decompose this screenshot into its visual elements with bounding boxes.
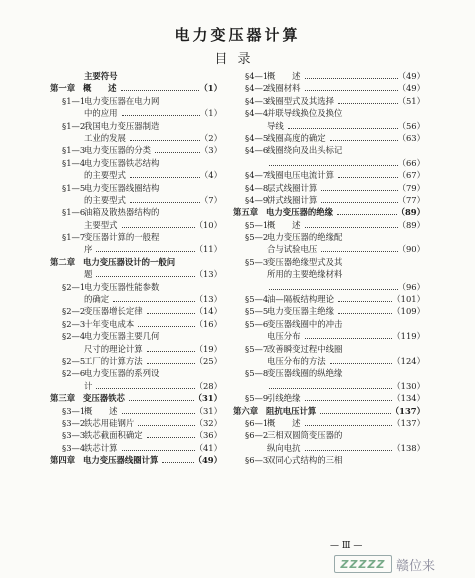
toc-entry-title: 计	[84, 380, 93, 391]
toc-entry-number: §4—2	[245, 83, 269, 94]
toc-entry-page: （49）	[193, 455, 222, 466]
toc-entry-page: （134）	[392, 393, 425, 404]
toc-entry-page: （1）	[199, 108, 222, 119]
toc-entry-number: §4—4	[245, 108, 269, 119]
toc-entry-title: 线圈绕向及出头标记	[267, 145, 343, 156]
toc-entry	[233, 330, 425, 342]
toc-entry	[50, 281, 222, 293]
toc-entry-page: （31）	[194, 405, 222, 416]
toc-entry	[233, 293, 425, 305]
toc-right-column	[233, 70, 425, 467]
toc-entry-number: §2—1	[62, 281, 86, 292]
toc-entry-number: §2—4	[62, 331, 86, 342]
toc-entry	[50, 380, 222, 392]
toc-entry-page: （63）	[397, 132, 425, 143]
toc-entry-title: 工厂的计算方法	[84, 355, 143, 366]
dot-leader	[130, 132, 200, 141]
toc-entry-number: §3—4	[62, 442, 86, 453]
page-number: — Ⅲ —	[330, 541, 363, 551]
watermark-logo: ZZZZZ	[334, 555, 392, 573]
dot-leader	[338, 169, 398, 178]
toc-entry	[233, 355, 425, 367]
toc-entry	[233, 169, 425, 181]
toc-entry-title: 变压器增长定律	[84, 306, 143, 317]
toc-entry-page: （90）	[397, 244, 425, 255]
toc-entry-number: §5—8	[245, 368, 269, 379]
dot-leader	[305, 417, 392, 426]
toc-entry-page: （49）	[397, 83, 425, 94]
toc-entry	[50, 120, 222, 132]
toc-entry	[233, 243, 425, 255]
toc-entry-number: §2—2	[62, 306, 86, 317]
toc-entry	[50, 429, 222, 441]
toc-entry-number: §5—5	[245, 306, 269, 317]
toc-entry	[50, 256, 222, 268]
toc-entry-title: 尺寸的理论计算	[84, 343, 143, 354]
toc-entry	[233, 182, 425, 194]
toc-entry	[233, 256, 425, 268]
toc-entry	[233, 405, 425, 417]
toc-entry-title: 电力变压器的系列设	[84, 368, 160, 379]
toc-entry	[233, 144, 425, 156]
dot-leader	[122, 219, 195, 228]
dot-leader	[305, 392, 392, 401]
toc-entry	[50, 454, 222, 466]
toc-entry-title: 电力变压器主绝缘	[267, 306, 334, 317]
toc-heading: 目录	[214, 52, 261, 67]
toc-entry-title: 改善瞬变过程中线圈	[267, 343, 343, 354]
dot-leader	[113, 293, 195, 302]
toc-entry	[50, 305, 222, 317]
toc-entry	[50, 70, 222, 82]
toc-entry-number: §3—2	[62, 417, 86, 428]
dot-leader	[305, 442, 392, 451]
toc-entry-page: （137）	[392, 417, 425, 428]
toc-entry-title: 变压器线圈的纵绝缘	[267, 368, 343, 379]
toc-entry-page: （89）	[396, 207, 425, 218]
toc-entry	[50, 367, 222, 379]
toc-entry-page: （11）	[194, 244, 222, 255]
toc-entry-title: 题	[84, 269, 93, 280]
toc-entry-page: （137）	[390, 405, 425, 416]
toc-entry	[233, 454, 425, 466]
toc-entry-page: （16）	[194, 318, 222, 329]
dot-leader	[269, 380, 392, 389]
toc-entry-page: （13）	[194, 269, 222, 280]
toc-entry-title: 电力变压器的绝缘配	[267, 232, 343, 243]
toc-entry-page: （10）	[194, 219, 222, 230]
toc-entry-number: §4—6	[245, 145, 269, 156]
toc-entry-number: §5—2	[245, 232, 269, 243]
toc-entry-page: （124）	[392, 355, 425, 366]
toc-entry-title: 序	[84, 244, 93, 255]
toc-entry-number: §1—2	[62, 120, 86, 131]
dot-leader	[138, 318, 195, 327]
toc-entry-page: （13）	[194, 294, 222, 305]
toc-entry-title: 电压分布	[267, 331, 301, 342]
toc-entry-page: （79）	[397, 182, 425, 193]
toc-entry-number: §1—6	[62, 207, 86, 218]
dot-leader	[96, 268, 195, 277]
dot-leader	[305, 219, 398, 228]
dot-leader	[330, 132, 398, 141]
dot-leader	[162, 454, 194, 463]
toc-entry	[233, 318, 425, 330]
toc-entry-title: 合与试验电压	[267, 244, 318, 255]
toc-entry	[233, 231, 425, 243]
dot-leader	[147, 305, 195, 314]
toc-entry-page: （28）	[194, 380, 222, 391]
toc-entry-title: 电力变压器的分类	[84, 145, 151, 156]
toc-entry-title: 概 述	[267, 71, 301, 81]
toc-entry-number: §5—7	[245, 343, 269, 354]
toc-entry-page: （89）	[397, 219, 425, 230]
toc-left-column	[50, 70, 222, 467]
toc-entry-number: §2—6	[62, 368, 86, 379]
toc-entry-page: （31）	[193, 393, 222, 404]
toc-entry-page: （19）	[194, 343, 222, 354]
toc-entry-page: （3）	[199, 145, 222, 156]
toc-entry	[50, 132, 222, 144]
toc-entry	[233, 95, 425, 107]
dot-leader	[321, 243, 398, 252]
toc-entry-title: 中的应用	[84, 108, 118, 119]
toc-entry-page: （77）	[397, 194, 425, 205]
toc-entry	[50, 392, 222, 404]
toc-entry-title: 电力变压器的绝缘	[266, 207, 333, 218]
toc-entry-page: （56）	[397, 120, 425, 131]
toc-entry-title: 电力变压器线圈结构	[84, 182, 160, 193]
toc-entry-number: 第四章	[50, 455, 76, 466]
toc-entry-title: 概 述	[267, 219, 301, 230]
toc-entry-number: §5—1	[245, 219, 269, 230]
dot-leader	[330, 355, 392, 364]
dot-leader	[269, 281, 398, 290]
toc-entry-number: §1—5	[62, 182, 86, 193]
toc-entry-title: 电力变压器铁芯结构	[84, 157, 160, 168]
toc-entry-number: §5—9	[245, 393, 269, 404]
toc-entry	[233, 107, 425, 119]
toc-entry-title: 油—隔板结构理论	[267, 294, 334, 305]
toc-entry-page: （96）	[397, 281, 425, 292]
toc-entry-number: §1—1	[62, 95, 86, 106]
toc-entry-title: 的主要型式	[84, 194, 126, 205]
watermark	[334, 555, 464, 573]
toc-entry-page: （32）	[194, 417, 222, 428]
toc-entry	[50, 293, 222, 305]
dot-leader	[288, 120, 398, 129]
toc-entry-title: 的确定	[84, 294, 110, 305]
toc-entry-title: 导线	[267, 120, 284, 131]
toc-entry	[50, 206, 222, 218]
toc-entry-title: 所用的主要绝缘材料	[267, 269, 343, 280]
dot-leader	[122, 442, 195, 451]
toc-entry-number: 第二章	[50, 256, 76, 267]
dot-leader	[305, 70, 398, 79]
toc-entry-title: 三相双圆筒变压器的	[267, 430, 343, 441]
dot-leader	[155, 144, 200, 153]
watermark-text: 赣位来	[396, 558, 436, 574]
dot-leader	[337, 206, 397, 215]
toc-entry	[50, 268, 222, 280]
dot-leader	[129, 392, 194, 401]
toc-entry-title: 油箱及散热器结构的	[84, 207, 160, 218]
toc-entry-number: §4—5	[245, 132, 269, 143]
toc-entry	[233, 132, 425, 144]
toc-entry-title: 主要型式	[84, 219, 118, 230]
toc-entry-number: §4—9	[245, 194, 269, 205]
toc-entry-page: （101）	[392, 294, 425, 305]
toc-entry	[50, 343, 222, 355]
toc-entry-page: （51）	[397, 95, 425, 106]
toc-entry-number: §4—3	[245, 95, 269, 106]
toc-entry	[50, 243, 222, 255]
toc-entry-page: （2）	[199, 132, 222, 143]
dot-leader	[338, 293, 392, 302]
toc-entry-title: 并联导线换位及换位	[267, 108, 343, 119]
toc-entry-title: 层式线圈计算	[267, 182, 318, 193]
toc-entry-page: （138）	[392, 442, 425, 453]
toc-entry-title: 电压分布的方法	[267, 355, 326, 366]
toc-entry-title: 概 述	[83, 83, 117, 94]
toc-entry	[233, 82, 425, 94]
toc-entry	[233, 206, 425, 218]
toc-entry-number: §5—3	[245, 256, 269, 267]
toc-entry-number: §4—8	[245, 182, 269, 193]
toc-entry	[50, 194, 222, 206]
toc-entry-title: 铁芯计算	[84, 442, 118, 453]
toc-entry	[50, 182, 222, 194]
toc-entry	[233, 343, 425, 355]
toc-entry	[233, 367, 425, 379]
dot-leader	[147, 429, 195, 438]
toc-entry-title: 变压器线圈中的冲击	[267, 318, 343, 329]
dot-leader	[147, 355, 195, 364]
toc-entry	[50, 82, 222, 94]
dot-leader	[147, 343, 195, 352]
toc-entry-title: 阻抗电压计算	[266, 405, 317, 416]
toc-entry-title: 电力变压器在电力网	[84, 95, 160, 106]
toc-entry	[50, 355, 222, 367]
toc-entry-title: 引线绝缘	[267, 393, 301, 404]
dot-leader	[269, 157, 398, 166]
toc-entry-page: （130）	[392, 380, 425, 391]
toc-entry	[233, 305, 425, 317]
toc-entry-page: （109）	[392, 306, 425, 317]
toc-entry	[233, 429, 425, 441]
toc-entry-number: §3—1	[62, 405, 86, 416]
dot-leader	[130, 194, 200, 203]
toc-entry-page: （14）	[194, 306, 222, 317]
toc-entry	[233, 219, 425, 231]
toc-entry-title: 纵向电抗	[267, 442, 301, 453]
toc-entry	[50, 330, 222, 342]
toc-entry	[233, 380, 425, 392]
toc-entry-title: 双同心式结构的三相	[267, 455, 343, 466]
toc-entry-number: §3—3	[62, 430, 86, 441]
toc-entry-number: 第一章	[50, 83, 76, 94]
dot-leader	[122, 405, 195, 414]
toc-entry-title: 线圈型式及其选择	[267, 95, 334, 106]
toc-entry-page: （4）	[199, 170, 222, 181]
toc-entry-title: 线圈高度的确定	[267, 132, 326, 143]
toc-entry-page: （119）	[392, 331, 425, 342]
toc-entry	[50, 95, 222, 107]
toc-entry	[50, 231, 222, 243]
dot-leader	[321, 182, 398, 191]
toc-entry-page: （66）	[397, 157, 425, 168]
dot-leader	[320, 405, 391, 414]
toc-entry-number: §6—2	[245, 430, 269, 441]
toc-entry-number: §6—3	[245, 455, 269, 466]
toc-entry-title: 线圈电压电流计算	[267, 170, 334, 181]
toc-entry	[233, 157, 425, 169]
toc-entry	[50, 144, 222, 156]
dot-leader	[305, 330, 392, 339]
toc-entry-page: （25）	[194, 355, 222, 366]
toc-entry	[50, 318, 222, 330]
dot-leader	[96, 380, 195, 389]
toc-entry-title: 工业的发展	[84, 132, 126, 143]
toc-entry	[50, 405, 222, 417]
dot-leader	[138, 417, 195, 426]
toc-entry-number: §2—5	[62, 355, 86, 366]
toc-entry-number: 第六章	[233, 405, 259, 416]
toc-entry	[50, 219, 222, 231]
toc-entry-number: §5—6	[245, 318, 269, 329]
toc-entry	[233, 442, 425, 454]
dot-leader	[321, 194, 398, 203]
dot-leader	[338, 95, 398, 104]
dot-leader	[130, 169, 200, 178]
dot-leader	[338, 305, 392, 314]
dot-leader	[122, 107, 200, 116]
toc-entry	[50, 157, 222, 169]
toc-entry-title: 的主要型式	[84, 170, 126, 181]
toc-entry-number: §4—1	[245, 71, 269, 81]
toc-entry-page: （1）	[199, 83, 222, 94]
toc-entry-number: §2—3	[62, 318, 86, 329]
toc-entry-title: 电力变压器主要几何	[84, 331, 160, 342]
toc-entry-number: 第三章	[50, 393, 76, 404]
toc-entry-number: §6—1	[245, 417, 269, 428]
toc-entry-page: （67）	[397, 170, 425, 181]
toc-entry-number: 第五章	[233, 207, 259, 218]
dot-leader	[121, 82, 199, 91]
toc-entry-number: §1—7	[62, 232, 86, 243]
toc-entry	[233, 120, 425, 132]
toc-entry-title: 十年变电成本	[84, 318, 135, 329]
toc-entry-title: 线圈材料	[267, 83, 301, 94]
toc-entry	[233, 417, 425, 429]
toc-entry-title: 变压器绝缘型式及其	[267, 256, 343, 267]
toc-entry-page: （49）	[397, 71, 425, 81]
toc-entry	[50, 417, 222, 429]
toc-entry-page: （36）	[194, 430, 222, 441]
toc-entry	[233, 268, 425, 280]
toc-entry-number: §1—3	[62, 145, 86, 156]
toc-entry-number: §4—7	[245, 170, 269, 181]
toc-entry-title: 变压器计算的一般程	[84, 232, 160, 243]
toc-entry-number: §1—4	[62, 157, 86, 168]
toc-entry-page: （41）	[194, 442, 222, 453]
dot-leader	[305, 82, 398, 91]
toc-entry	[233, 194, 425, 206]
toc-entry-title: 电力变压器设计的一般问	[83, 256, 176, 267]
toc-entry-title: 铁芯截面积确定	[84, 430, 143, 441]
toc-entry	[50, 107, 222, 119]
toc-entry-page: （7）	[199, 194, 222, 205]
toc-entry	[233, 281, 425, 293]
toc-entry-title: 电力变压器性能参数	[84, 281, 160, 292]
toc-entry-number: §5—4	[245, 294, 269, 305]
toc-entry	[233, 392, 425, 404]
page-title: 电力变压器计算	[174, 26, 301, 44]
toc-entry-title: 饼式线圈计算	[267, 194, 318, 205]
toc-entry-title: 我国电力变压器制造	[84, 120, 160, 131]
toc-entry	[233, 70, 425, 82]
toc-entry-title: 概 述	[267, 417, 301, 428]
toc-entry-title: 主要符号	[84, 71, 118, 81]
toc-entry	[50, 442, 222, 454]
toc-entry-title: 变压器铁芯	[83, 393, 125, 404]
toc-entry-title: 铁芯用硅钢片	[84, 417, 135, 428]
dot-leader	[96, 243, 195, 252]
toc-entry-title: 概 述	[84, 405, 118, 416]
toc-entry-title: 电力变压器线圈计算	[83, 455, 159, 466]
toc-entry	[50, 169, 222, 181]
